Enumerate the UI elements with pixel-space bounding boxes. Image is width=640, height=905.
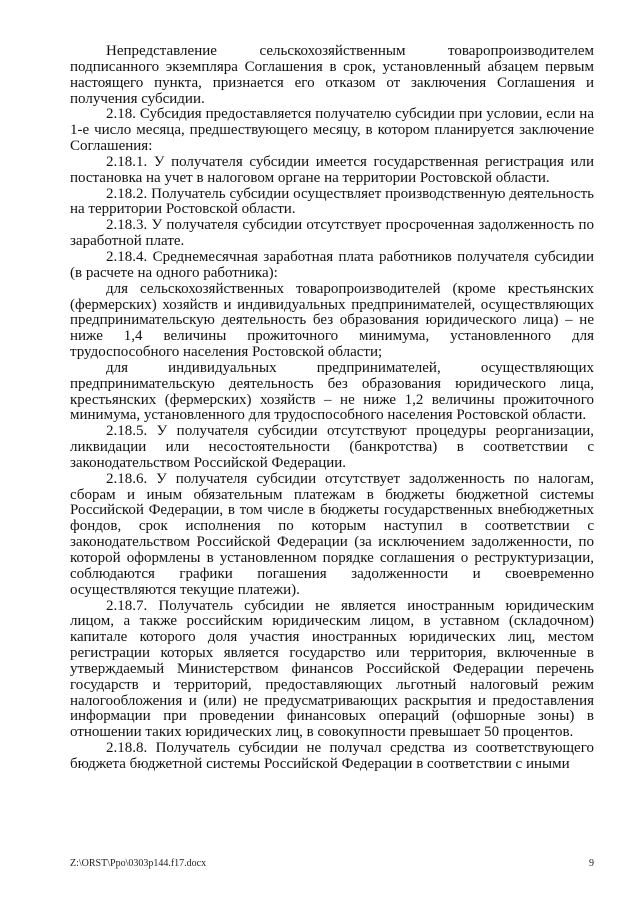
paragraph-2-18-5: 2.18.5. У получателя субсидии отсутствуют процедуры реорганизации, ликвидации или несостоятельности (банкротства) в соответствии с законодательством Российской Федерации. xyxy=(70,423,594,471)
paragraph-2-18-4-agri-producers: для сельскохозяйственных товаропроизводителей (кроме крестьянских (фермерских) хозяйств и индивидуальных предпринимателей, осуществляющих предпринимательскую деятельность без образования юридического лица) – не ниже 1,4 величины прожиточного минимума, установленного для трудоспособного населения Ростовской области; xyxy=(70,280,594,361)
paragraph-refusal: Непредставление сельскохозяйственным товаропроизводителем подписанного экземпляра Соглашения в срок, установленный абзацем первым настоящего пункта, признается его отказом от заключения Соглашения и получения субсидии. xyxy=(70,43,594,107)
paragraph-2-18-3: 2.18.3. У получателя субсидии отсутствует просроченная задолженность по заработной плате. xyxy=(70,217,594,250)
paragraph-2-18-4: 2.18.4. Среднемесячная заработная плата работников получателя субсидии (в расчете на одного работника): xyxy=(70,248,594,281)
file-path: Z:\ORST\Ppo\0303p144.f17.docx xyxy=(70,858,207,869)
paragraph-2-18-4-entrepreneurs: для индивидуальных предпринимателей, осуществляющих предпринимательскую деятельность без образования юридического лица, крестьянских (фермерских) хозяйств – не ниже 1,2 величины прожиточного минимума, установленного для трудоспособного населения Ростовской области. xyxy=(70,359,594,424)
paragraph-2-18-2: 2.18.2. Получатель субсидии осуществляет производственную деятельность на территории Ростовской области. xyxy=(70,185,594,218)
page-footer xyxy=(70,858,594,869)
page-number: 9 xyxy=(589,858,594,869)
paragraph-2-18-7: 2.18.7. Получатель субсидии не является иностранным юридическим лицом, а также российским юридическим лицом, в уставном (складочном) капитале которого доля участия иностранных юридических лиц, местом регистрации которых является государство или территория, включенные в утверждаемый Министерством финансов Российской Федерации перечень государств и территорий, предоставляющих льготный налоговый режим налогообложения и (или) не предусматривающих раскрытия и предоставления информации при проведении финансовых операций (офшорные зоны) в отношении таких юридических лиц, в совокупности превышает 50 процентов. xyxy=(70,597,594,741)
paragraph-2-18-1: 2.18.1. У получателя субсидии имеется государственная регистрация или постановка на учет в налоговом органе на территории Ростовской области. xyxy=(70,153,594,186)
paragraph-2-18-8: 2.18.8. Получатель субсидии не получал средства из соответствующего бюджета бюджетной системы Российской Федерации в соответствии с иными xyxy=(70,740,594,772)
paragraph-2-18-6: 2.18.6. У получателя субсидии отсутствует задолженность по налогам, сборам и иным обязательным платежам в бюджеты бюджетной системы Российской Федерации, в том числе в бюджеты государственных внебюджетных фондов, срок исполнения по которым наступил в соответствии с законодательством Российской Федерации (за исключением задолженности, по которой оформлены в установленном порядке соглашения о реструктуризации, соблюдаются графики погашения задолженности и своевременно осуществляются текущие платежи). xyxy=(70,470,594,598)
document-page xyxy=(70,44,594,773)
paragraph-2-18: 2.18. Субсидия предоставляется получателю субсидии при условии, если на 1-е число месяца, предшествующего месяцу, в котором планируется заключение Соглашения: xyxy=(70,106,594,155)
